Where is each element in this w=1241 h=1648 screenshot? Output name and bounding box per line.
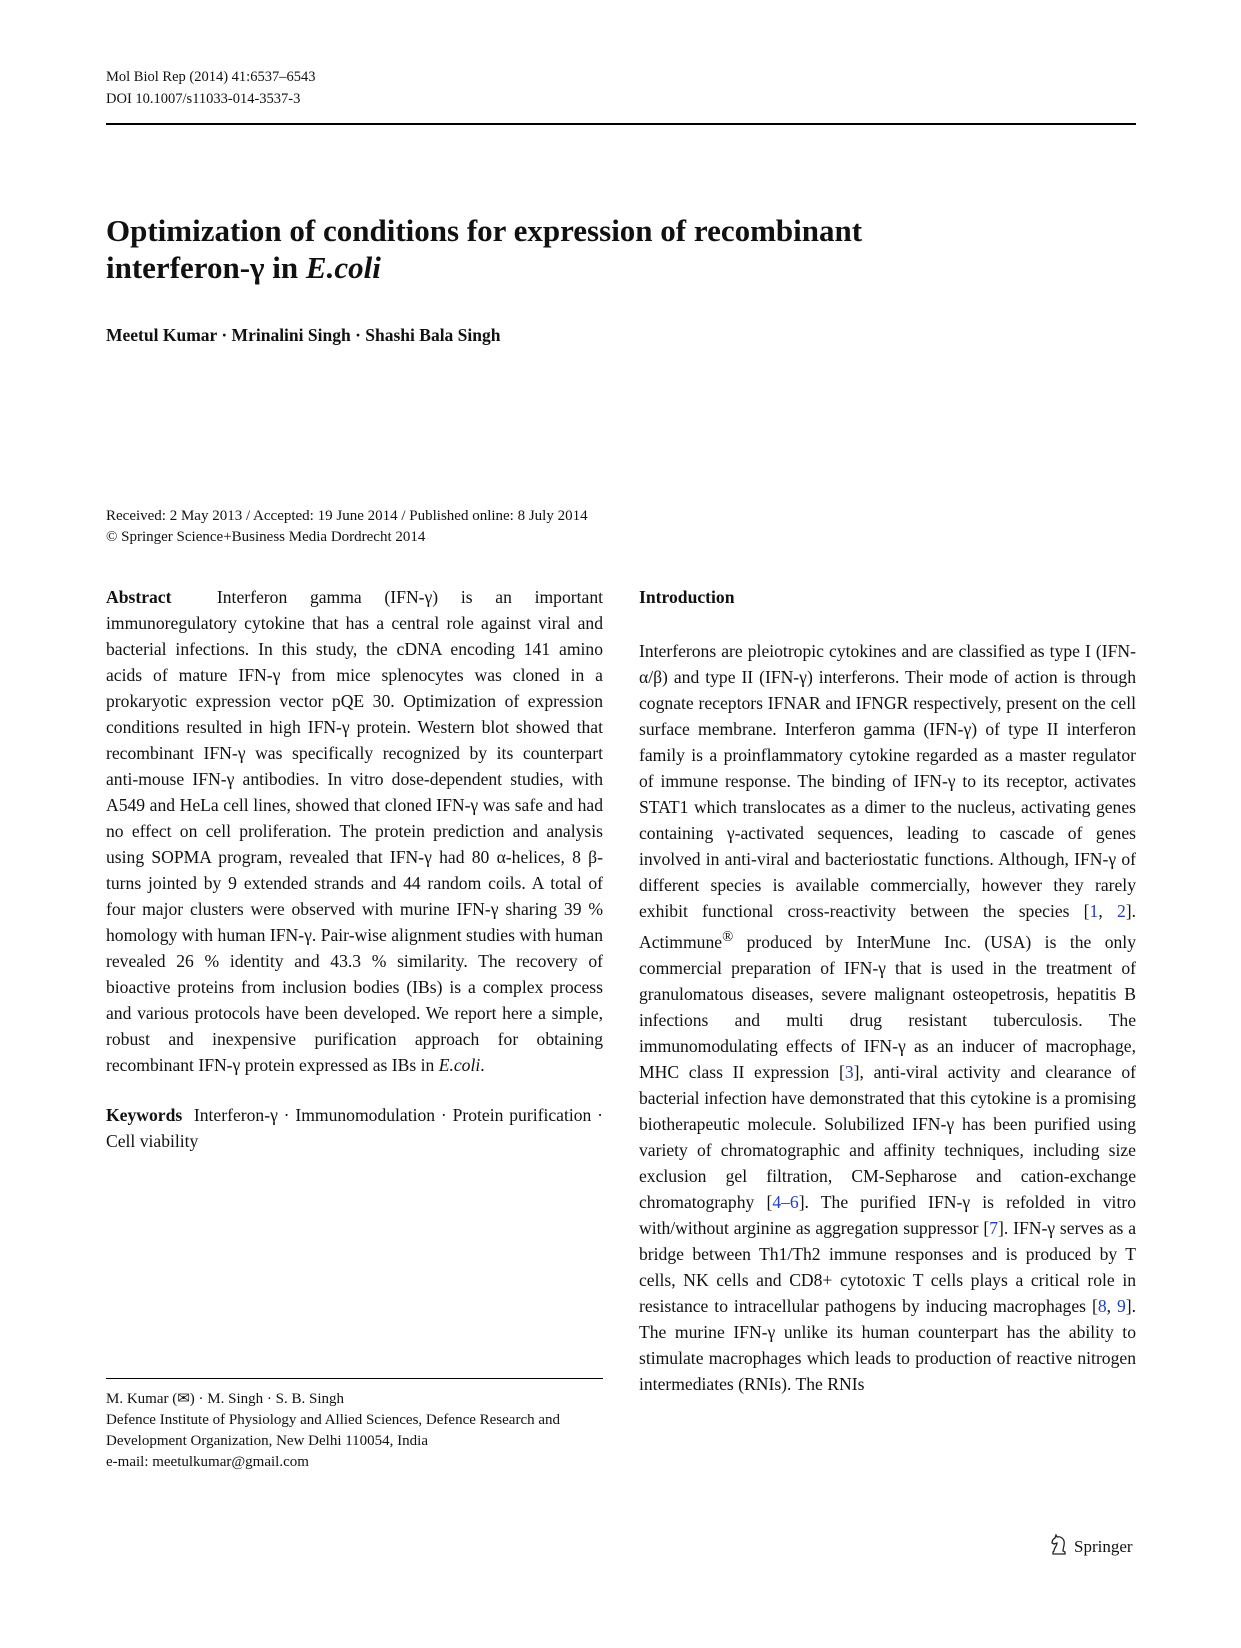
abstract-label: Abstract — [106, 587, 172, 607]
keywords — [106, 1102, 603, 1154]
journal-header — [106, 66, 315, 110]
citation-link[interactable]: 4–6 — [772, 1191, 799, 1212]
affiliation-institute: Defence Institute of Physiology and Allied Sciences, Defence Research and Development Organization, New Delhi 110054, India — [106, 1412, 561, 1449]
keywords-text: Interferon-γ · Immunomodulation · Protein purification · Cell viability — [106, 1105, 603, 1151]
citation-link[interactable]: 8 — [1097, 1295, 1107, 1316]
citation-link[interactable]: 2 — [1116, 901, 1126, 921]
springer-knight-icon — [1048, 1534, 1070, 1556]
article-title — [106, 212, 1006, 286]
title-line-1: Optimization of conditions for expression of recombinant — [106, 213, 863, 248]
title-organism: E.coli — [305, 250, 381, 285]
doi: DOI 10.1007/s11033-014-3537-3 — [106, 91, 301, 107]
abstract-end: . — [480, 1055, 485, 1075]
author-list: Meetul Kumar · Mrinalini Singh · Shashi Bala Singh — [106, 325, 501, 345]
keywords-label: Keywords — [106, 1105, 183, 1125]
left-column — [106, 584, 603, 1154]
journal-citation: Mol Biol Rep (2014) 41:6537–6543 — [106, 69, 316, 85]
abstract-text: Interferon gamma (IFN-γ) is an important immunoregulatory cytokine that has a central role against viral and bacterial infections. In this study, the cDNA encoding 141 amino acids of mature IFN-γ from mice splenocytes was cloned in a prokaryotic expression vector pQE 30. Optimization of expression conditions resulted in high IFN-γ protein. Western blot showed that recombinant IFN-γ was specifically recognized by its counterpart anti-mouse IFN-γ antibodies. In vitro dose-dependent studies, with A549 and HeLa cell lines, showed that cloned IFN-γ was safe and had no effect on cell proliferation. The protein prediction and analysis using SOPMA program, revealed that IFN-γ had 80 α-helices, 8 β-turns jointed by 9 extended strands and 44 random coils. A total of four major clusters were observed with murine IFN-γ sharing 39 % homology with human IFN-γ. Pair-wise alignment studies with human revealed 26 % identity and 43.3 % similarity. The recovery of bioactive proteins from inclusion bodies (IBs) is a complex process and various protocols have been developed. We report here a simple, robust and inexpensive purification approach for obtaining recombinant IFN-γ protein expressed as IBs in — [106, 587, 604, 1075]
publisher-name: Springer — [1074, 1537, 1133, 1556]
introduction-heading: Introduction — [639, 587, 735, 607]
citation-link[interactable]: 9 — [1116, 1295, 1126, 1316]
affiliation-rule — [106, 1378, 603, 1379]
title-line-2-text: interferon-γ in — [106, 250, 306, 285]
registered-mark: ® — [722, 929, 734, 945]
right-column — [639, 584, 1136, 1397]
abstract — [106, 584, 603, 1078]
affiliation — [106, 1389, 576, 1473]
citation-link[interactable]: 1 — [1089, 901, 1099, 921]
publisher-footer — [1048, 1534, 1133, 1557]
publication-history: Received: 2 May 2013 / Accepted: 19 June 2014 / Published online: 8 July 2014 — [106, 508, 588, 524]
citation-link[interactable]: 7 — [989, 1217, 999, 1238]
introduction-text: Interferons are pleiotropic cytokines and are classified as type I (IFN-α/β) and type II (IFN-γ) interferons. Their mode of action is through cognate receptors IFNAR and IFNGR respectively, present on the cell surface membrane. Interferon gamma (IFN-γ) of type II interferon family is a proinflammatory cytokine regarded as a master regulator of immune response. The binding of IFN-γ to its receptor, activates STAT1 which translocates as a dimer to the nucleus, activating genes containing γ-activated sequences, leading to cascade of genes involved in anti-viral and bacteriostatic functions. Although, IFN-γ of different species is available commercially, however they rarely exhibit functional cross-reactivity between the species [1, 2]. Actimmune® produced by InterMune Inc. (USA) is the only commercial preparation of IFN-γ that is used in the treatment of granulomatous diseases, severe malignant osteopetrosis, hepatitis B infections and multi drug resistant tuberculosis. The immunomodulating effects of IFN-γ as an inducer of macrophage, MHC class II expression [3], anti-viral activity and clearance of bacterial infection have demonstrated that this cytokine is a promising biotherapeutic molecule. Solubilized IFN-γ has been purified using variety of chromatographic and affinity techniques, including size exclusion gel filtration, CM-Sepharose and cation-exchange chromatography [4–6]. The purified IFN-γ is refolded in vitro with/without arginine as aggregation suppressor [7]. IFN-γ serves as a bridge between Th1/Th2 immune responses and is produced by T cells, NK cells and CD8+ cytotoxic T cells plays a critical role in resistance to intracellular pathogens by inducing macrophages [8, 9]. The murine IFN-γ unlike its human counterpart has the ability to stimulate macrophages which leads to production of reactive nitrogen intermediates (RNIs). The RNIs — [639, 641, 1137, 1394]
title-line-2 — [106, 249, 1006, 286]
header-rule — [106, 123, 1136, 125]
affiliation-names: M. Kumar (✉) · M. Singh · S. B. Singh — [106, 1391, 344, 1407]
article-dates — [106, 506, 588, 548]
copyright-line: © Springer Science+Business Media Dordrecht 2014 — [106, 529, 426, 545]
abstract-organism: E.coli — [438, 1055, 481, 1075]
citation-link[interactable]: 3 — [844, 1061, 854, 1082]
author-email[interactable]: e-mail: meetulkumar@gmail.com — [106, 1454, 309, 1470]
